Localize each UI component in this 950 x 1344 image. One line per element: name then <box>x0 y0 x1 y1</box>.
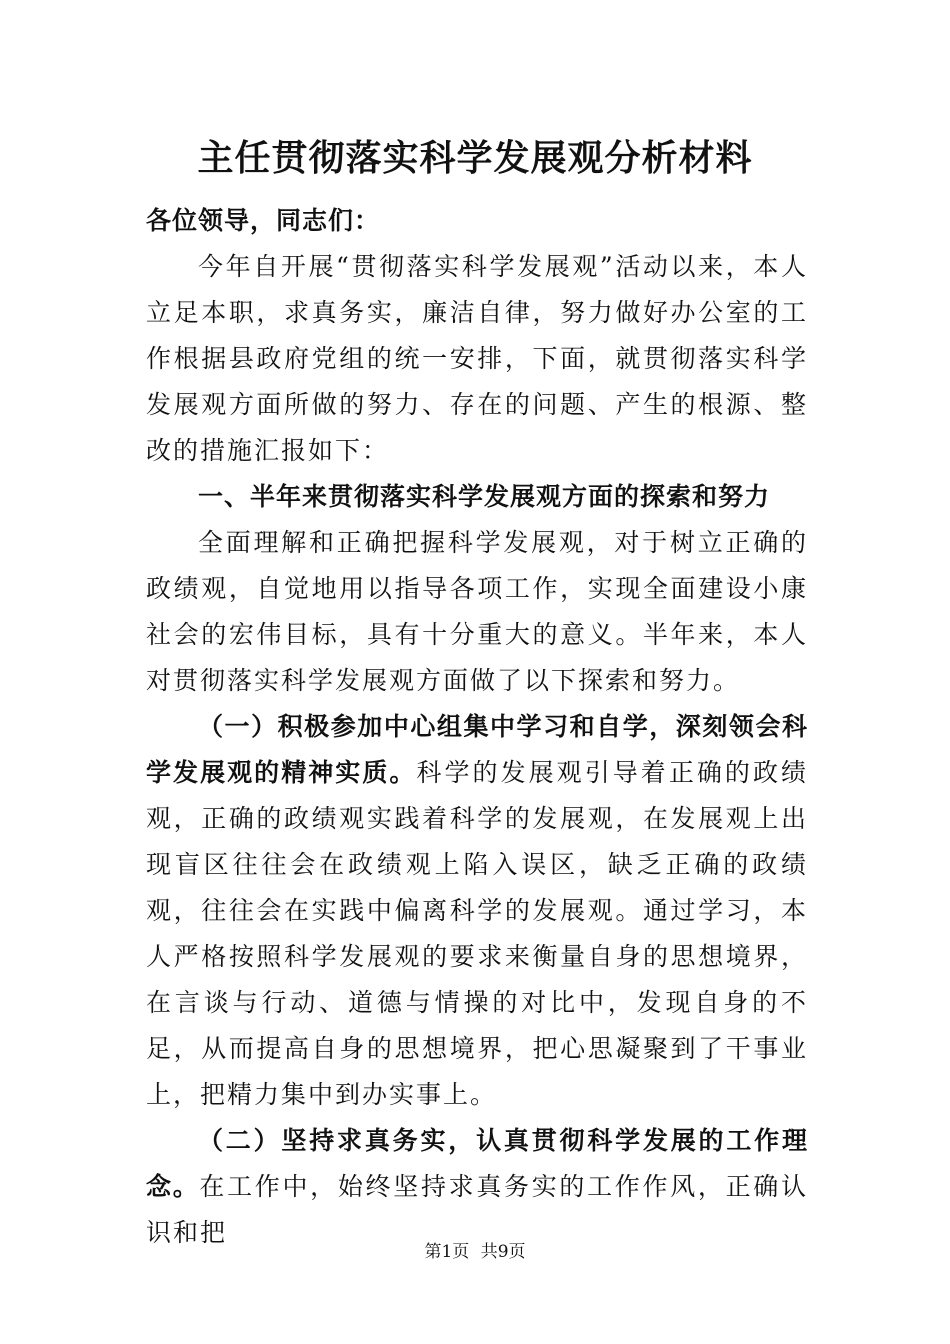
document-title: 主任贯彻落实科学发展观分析材料 <box>197 137 753 179</box>
section-heading-1: 一、半年来贯彻落实科学发展观方面的探索和努力 <box>198 482 771 511</box>
paragraph-item-2 <box>146 1118 808 1256</box>
paragraph-item-1 <box>146 704 808 1118</box>
document-body <box>146 198 808 1256</box>
page-footer <box>0 1240 950 1264</box>
page-total: 共9页 <box>480 1242 526 1262</box>
item-1-lead: （一）积极参加中心组集中学习和自学，深刻领会科学发展观的精神实质。 <box>146 712 808 787</box>
page-number: 第1页 <box>424 1242 470 1262</box>
item-2-body: 在工作中，始终坚持求真务实的工作作风，正确认识和把 <box>146 1172 808 1247</box>
paragraph-intro: 今年自开展“贯彻落实科学发展观”活动以来，本人立足本职，求真务实，廉洁自律，努力做好办公室的工作根据县政府党组的统一安排，下面，就贯彻落实科学发展观方面所做的努力、存在的问题、产生的根源、整改的措施汇报如下： <box>146 252 808 465</box>
item-1-body: 科学的发展观引导着正确的政绩观，正确的政绩观实践着科学的发展观，在发展观上出现盲区往往会在政绩观上陷入误区，缺乏正确的政绩观，往往会在实践中偏离科学的发展观。通过学习，本人严格按照科学发展观的要求来衡量自身的思想境界，在言谈与行动、道德与情操的对比中，发现自身的不足，从而提高自身的思想境界，把心思凝聚到了干事业上，把精力集中到办实事上。 <box>146 758 808 1109</box>
paragraph-1: 全面理解和正确把握科学发展观，对于树立正确的政绩观，自觉地用以指导各项工作，实现全面建设小康社会的宏伟目标，具有十分重大的意义。半年来，本人对贯彻落实科学发展观方面做了以下探索和努力。 <box>146 528 808 695</box>
salutation: 各位领导，同志们： <box>146 206 381 235</box>
item-2-lead: （二）坚持求真务实，认真贯彻科学发展的工作理念。 <box>146 1126 808 1201</box>
